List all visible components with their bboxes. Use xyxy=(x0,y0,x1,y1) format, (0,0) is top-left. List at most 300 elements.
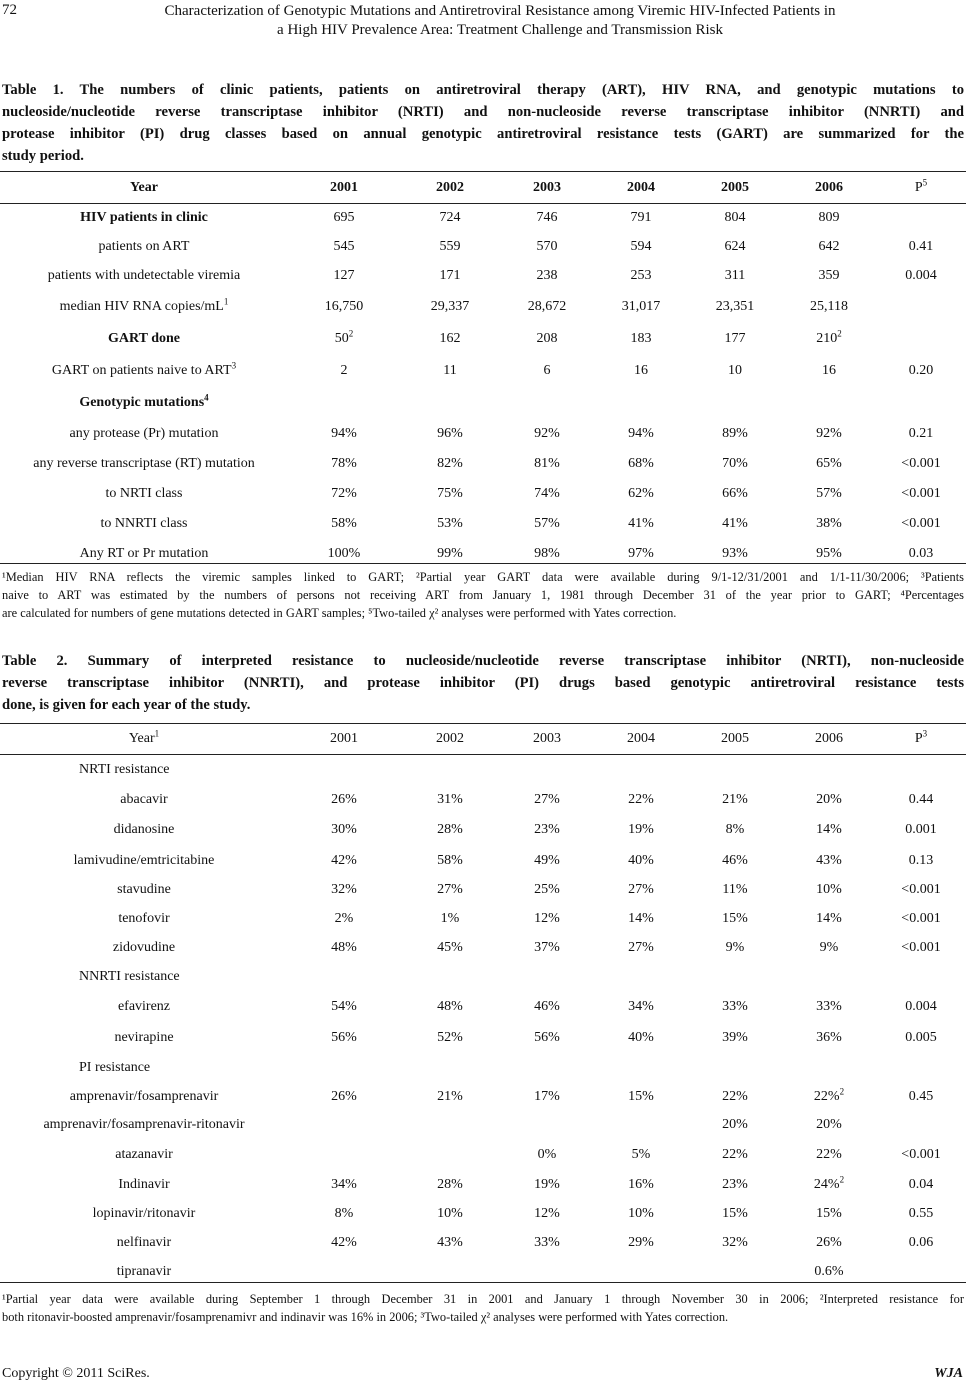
value-cell xyxy=(594,387,688,418)
value-cell xyxy=(688,509,782,539)
value-cell xyxy=(288,1140,400,1170)
value-cell xyxy=(288,992,400,1022)
p-value-cell xyxy=(876,1110,966,1140)
cell-value: 33% xyxy=(534,1235,560,1250)
value-cell xyxy=(400,1140,500,1170)
row-label-cell xyxy=(0,1170,288,1199)
value-cell xyxy=(288,815,400,845)
cell-value: 33% xyxy=(722,999,748,1014)
value-cell xyxy=(782,1022,876,1053)
cell-value: 15% xyxy=(722,1205,748,1221)
cell-value: 34% xyxy=(331,1176,357,1192)
table-row xyxy=(0,1083,966,1110)
cell-value: 31,017 xyxy=(621,298,661,314)
value-cell xyxy=(400,845,500,876)
value-cell xyxy=(500,992,594,1022)
cell-value: 26% xyxy=(331,792,357,807)
table-row xyxy=(0,992,966,1022)
row-label-cell xyxy=(0,992,288,1022)
table-row xyxy=(0,323,966,355)
year-header-2003: 2003 xyxy=(533,179,561,195)
value-cell xyxy=(782,815,876,845)
cell-value: 38% xyxy=(816,516,842,531)
table-row xyxy=(0,203,966,232)
p-value-header-cell xyxy=(876,172,966,203)
row-label: atazanavir xyxy=(115,1147,173,1162)
table-row xyxy=(0,934,966,962)
cell-value: 746 xyxy=(536,209,558,225)
value-cell xyxy=(594,876,688,904)
value-cell xyxy=(288,261,400,290)
cell-value: 162 xyxy=(439,331,461,346)
cell-value: 10% xyxy=(628,1205,654,1221)
table1-footnotes xyxy=(2,568,964,622)
cell-value: 210 xyxy=(816,331,838,346)
value-cell xyxy=(288,934,400,962)
value-cell xyxy=(400,1022,500,1053)
row-label-cell xyxy=(0,323,288,355)
cell-value: 29% xyxy=(628,1235,654,1250)
value-cell xyxy=(400,785,500,815)
caption-line: protease inhibitor (PI) drug classes based on annual genotypic antiretroviral resistance tests (GART) are summarized for the xyxy=(2,126,964,142)
footnote-line: both ritonavir-boosted amprenavir/fosamprenamivr and indinavir was 16% in 2006; ³Two-tailed χ² analyses were performed with Yates correction. xyxy=(2,1310,729,1324)
value-cell xyxy=(688,876,782,904)
value-cell xyxy=(288,418,400,449)
cell-value: 9% xyxy=(725,940,745,955)
value-cell xyxy=(400,1228,500,1258)
value-cell xyxy=(400,815,500,845)
cell-value: 93% xyxy=(722,545,748,561)
row-label: lopinavir/ritonavir xyxy=(92,1205,196,1221)
row-label-cell xyxy=(0,387,288,418)
value-cell xyxy=(400,355,500,387)
p-value-cell: <0.001 xyxy=(901,486,941,501)
row-label-cell xyxy=(0,449,288,479)
value-cell xyxy=(400,1199,500,1228)
page-number: 72 xyxy=(2,2,17,18)
cell-value: 570 xyxy=(536,238,558,254)
table-row xyxy=(0,1199,966,1228)
p-value-cell xyxy=(876,387,966,418)
running-title-line-1: Characterization of Genotypic Mutations and Antiretroviral Resistance among Viremic HIV-Infected Patients in xyxy=(164,3,836,19)
p-value-cell: 0.03 xyxy=(908,545,934,561)
caption-line: done, is given for each year of the study. xyxy=(2,697,251,713)
table-row xyxy=(0,1053,966,1083)
value-cell xyxy=(594,845,688,876)
value-cell xyxy=(782,387,876,418)
table2-caption xyxy=(2,650,964,716)
table-row xyxy=(0,1170,966,1199)
value-cell xyxy=(594,509,688,539)
value-cell xyxy=(688,1083,782,1110)
p-value-cell: 0.41 xyxy=(908,238,934,254)
cell-value: 19% xyxy=(534,1176,560,1192)
value-cell xyxy=(500,449,594,479)
value-cell xyxy=(782,479,876,509)
value-cell xyxy=(500,876,594,904)
table-row xyxy=(0,962,966,992)
value-cell xyxy=(688,904,782,934)
cell-value: 695 xyxy=(333,209,355,225)
cell-value: 8% xyxy=(334,1205,354,1221)
value-cell xyxy=(688,992,782,1022)
value-cell xyxy=(782,1083,876,1110)
p-value-cell: 0.13 xyxy=(908,852,934,868)
table1-bottom-rule xyxy=(0,563,966,564)
p-value-header-cell xyxy=(876,724,966,754)
table-row xyxy=(0,509,966,539)
cell-value: 22% xyxy=(628,792,654,807)
value-cell xyxy=(782,1170,876,1199)
cell-value: 642 xyxy=(818,238,840,254)
value-cell xyxy=(500,1110,594,1140)
row-label-cell xyxy=(0,479,288,509)
value-cell xyxy=(400,1170,500,1199)
cell-value: 41% xyxy=(628,516,654,531)
value-cell xyxy=(288,449,400,479)
table-row xyxy=(0,387,966,418)
cell-value: 11% xyxy=(722,882,748,897)
value-cell xyxy=(400,934,500,962)
cell-value: 41% xyxy=(722,516,748,531)
value-cell xyxy=(594,962,688,992)
cell-value: 95% xyxy=(816,545,842,561)
cell-value: 66% xyxy=(722,486,748,501)
value-cell xyxy=(500,261,594,290)
cell-value: 29,337 xyxy=(430,298,470,314)
cell-value: 94% xyxy=(331,425,357,441)
value-cell xyxy=(688,232,782,261)
row-label: efavirenz xyxy=(117,999,171,1014)
table1-caption xyxy=(2,79,964,167)
cell-value: 25,118 xyxy=(810,298,848,314)
cell-value: 49% xyxy=(534,852,560,868)
footnote-line: ¹Median HIV RNA reflects the viremic samples linked to GART; ²Partial year GART data were available during 9/1-12/31/2001 and 1/1-11/30/2006; ³Patients xyxy=(2,570,964,584)
cell-value: 21% xyxy=(437,1088,463,1104)
cell-value: 39% xyxy=(722,1029,748,1045)
value-cell xyxy=(594,1228,688,1258)
cell-value: 27% xyxy=(437,882,463,897)
value-cell xyxy=(400,904,500,934)
cell-value: 15% xyxy=(722,911,748,926)
value-cell xyxy=(688,203,782,232)
value-cell xyxy=(500,290,594,323)
cell-value: 75% xyxy=(437,486,463,501)
cell-value: 32% xyxy=(331,882,357,897)
cell-value: 22% xyxy=(813,1088,840,1104)
value-cell xyxy=(400,1110,500,1140)
cell-value: 238 xyxy=(536,267,558,283)
cell-value: 48% xyxy=(331,940,357,955)
row-label: tenofovir xyxy=(118,911,170,926)
year-header-2001: 2001 xyxy=(330,731,358,746)
value-cell xyxy=(594,934,688,962)
value-cell xyxy=(594,449,688,479)
row-label-footnote-marker: 4 xyxy=(204,391,209,402)
journal-abbreviation: WJA xyxy=(934,1366,963,1381)
value-cell xyxy=(594,1110,688,1140)
p-value-cell: <0.001 xyxy=(901,882,941,897)
value-cell xyxy=(288,962,400,992)
table-row xyxy=(0,1022,966,1053)
value-cell xyxy=(594,785,688,815)
cell-value: 45% xyxy=(437,940,463,955)
year-header-2004: 2004 xyxy=(627,731,655,746)
running-title-line-2: a High HIV Prevalence Area: Treatment Challenge and Transmission Risk xyxy=(277,22,723,38)
header-row xyxy=(0,724,966,754)
row-label-cell xyxy=(0,1083,288,1110)
row-label: tipranavir xyxy=(116,1264,172,1279)
value-cell xyxy=(782,323,876,355)
value-cell xyxy=(688,785,782,815)
cell-value: 559 xyxy=(439,238,461,254)
cell-value: 6 xyxy=(543,363,551,378)
p-value-cell: <0.001 xyxy=(901,911,941,926)
value-cell xyxy=(400,1083,500,1110)
cell-value: 25% xyxy=(534,882,560,897)
row-label: Indinavir xyxy=(118,1176,170,1192)
cell-value: 23% xyxy=(722,1176,748,1192)
cell-value: 9% xyxy=(819,940,839,955)
value-cell xyxy=(400,1053,500,1083)
cell-value: 65% xyxy=(816,456,842,471)
value-cell xyxy=(594,261,688,290)
cell-value: 98% xyxy=(534,545,560,561)
cell-value: 57% xyxy=(534,516,560,531)
row-label-cell xyxy=(0,904,288,934)
cell-value: 26% xyxy=(331,1088,357,1104)
value-cell xyxy=(500,1199,594,1228)
cell-value: 24% xyxy=(813,1176,840,1192)
value-cell xyxy=(688,261,782,290)
value-cell xyxy=(688,1110,782,1140)
value-cell xyxy=(782,962,876,992)
cell-value: 92% xyxy=(816,425,842,441)
value-cell xyxy=(288,785,400,815)
p-value-footnote-marker: 5 xyxy=(922,176,928,187)
cell-value: 52% xyxy=(437,1029,463,1045)
value-cell xyxy=(782,992,876,1022)
cell-value: 50 xyxy=(334,331,349,346)
value-cell xyxy=(288,1199,400,1228)
footnote-line: ¹Partial year data were available during September 1 through December 31 in 2001 and January 1 through November 30 in 2006; ²Interpreted resistance for xyxy=(2,1292,964,1306)
value-cell xyxy=(782,876,876,904)
value-cell xyxy=(782,290,876,323)
cell-value: 594 xyxy=(630,238,652,254)
value-cell xyxy=(594,1083,688,1110)
caption-line: nucleoside/nucleotide reverse transcriptase inhibitor (NRTI) and non-nucleoside reverse transcriptase inhibitor (NNRTI) and xyxy=(2,104,964,120)
row-label-cell xyxy=(0,509,288,539)
value-cell xyxy=(288,479,400,509)
value-cell xyxy=(400,232,500,261)
caption-line: study period. xyxy=(2,148,84,164)
value-cell xyxy=(688,323,782,355)
value-cell xyxy=(288,876,400,904)
row-label-cell xyxy=(0,261,288,290)
cell-value: 15% xyxy=(816,1205,842,1221)
value-cell xyxy=(688,479,782,509)
year-header-2006: 2006 xyxy=(815,179,843,195)
header-label: Year xyxy=(130,179,158,195)
p-value-cell: 0.44 xyxy=(908,792,934,807)
row-label: didanosine xyxy=(113,822,175,837)
cell-value: 57% xyxy=(816,486,842,501)
p-value-cell: <0.001 xyxy=(901,456,941,471)
cell-value: 15% xyxy=(628,1088,654,1104)
value-cell xyxy=(500,904,594,934)
table-row xyxy=(0,355,966,387)
value-cell xyxy=(500,785,594,815)
cell-value: 359 xyxy=(818,267,840,283)
value-cell xyxy=(594,203,688,232)
row-label-cell xyxy=(0,1228,288,1258)
value-cell xyxy=(400,387,500,418)
cell-footnote-marker: 2 xyxy=(839,1173,845,1184)
value-cell xyxy=(782,1228,876,1258)
value-cell xyxy=(500,355,594,387)
row-label-cell xyxy=(0,418,288,449)
cell-value: 26% xyxy=(816,1235,842,1250)
cell-value: 56% xyxy=(331,1029,357,1045)
value-cell xyxy=(782,418,876,449)
value-cell xyxy=(400,261,500,290)
year-header-2001: 2001 xyxy=(330,179,358,195)
cell-value: 23,351 xyxy=(715,298,755,314)
value-cell xyxy=(400,449,500,479)
table-row xyxy=(0,754,966,785)
value-cell xyxy=(500,1083,594,1110)
value-cell xyxy=(688,1228,782,1258)
p-value-cell xyxy=(876,203,966,232)
table-row xyxy=(0,261,966,290)
cell-value: 624 xyxy=(724,238,746,254)
row-label: any protease (Pr) mutation xyxy=(69,425,219,441)
cell-value: 37% xyxy=(534,940,560,955)
table2-header-rule xyxy=(0,754,966,755)
value-cell xyxy=(688,815,782,845)
row-label-cell xyxy=(0,1022,288,1053)
cell-value: 74% xyxy=(534,486,560,501)
header-label-cell xyxy=(0,724,288,754)
row-label-cell xyxy=(0,1053,288,1083)
row-label: Genotypic mutations xyxy=(79,394,205,410)
cell-value: 16 xyxy=(634,363,648,378)
value-cell xyxy=(500,1022,594,1053)
cell-value: 72% xyxy=(331,486,357,501)
p-value-header: P xyxy=(914,179,923,195)
cell-value: 0% xyxy=(537,1147,557,1162)
value-cell xyxy=(288,1022,400,1053)
cell-footnote-marker: 2 xyxy=(839,1085,845,1096)
cell-value: 208 xyxy=(536,331,558,346)
row-label: HIV patients in clinic xyxy=(80,209,208,225)
p-value-cell: 0.20 xyxy=(908,363,934,378)
year-header-2002: 2002 xyxy=(436,731,464,746)
row-label: median HIV RNA copies/mL xyxy=(59,298,224,314)
value-cell xyxy=(782,203,876,232)
value-cell xyxy=(594,815,688,845)
value-cell xyxy=(400,323,500,355)
row-label: GART on patients naive to ART xyxy=(51,363,232,378)
cell-value: 28% xyxy=(437,1176,463,1192)
cell-value: 20% xyxy=(816,792,842,807)
cell-value: 30% xyxy=(331,822,357,837)
cell-value: 809 xyxy=(818,209,840,225)
cell-value: 96% xyxy=(437,425,463,441)
value-cell xyxy=(688,387,782,418)
value-cell xyxy=(288,509,400,539)
p-value-cell: <0.001 xyxy=(901,940,941,955)
table-row xyxy=(0,785,966,815)
p-value-cell xyxy=(876,754,966,785)
cell-value: 28% xyxy=(437,822,463,837)
value-cell xyxy=(594,904,688,934)
table-row xyxy=(0,1228,966,1258)
value-cell xyxy=(594,992,688,1022)
year-header-2003: 2003 xyxy=(533,731,561,746)
header-label-footnote-marker: 1 xyxy=(154,728,160,739)
cell-value: 22% xyxy=(722,1088,748,1104)
cell-value: 17% xyxy=(534,1088,560,1104)
table1 xyxy=(0,172,966,568)
table1-header-rule xyxy=(0,203,966,204)
value-cell xyxy=(400,479,500,509)
cell-value: 40% xyxy=(628,1029,654,1045)
value-cell xyxy=(400,962,500,992)
table-row xyxy=(0,845,966,876)
value-cell xyxy=(688,290,782,323)
value-cell xyxy=(288,387,400,418)
cell-value: 48% xyxy=(437,999,463,1014)
cell-value: 100% xyxy=(327,545,361,561)
cell-value: 53% xyxy=(437,516,463,531)
value-cell xyxy=(500,418,594,449)
cell-value: 11 xyxy=(443,363,457,378)
value-cell xyxy=(288,290,400,323)
value-cell xyxy=(594,1022,688,1053)
cell-value: 14% xyxy=(628,911,654,926)
value-cell xyxy=(288,904,400,934)
value-cell xyxy=(688,1170,782,1199)
value-cell xyxy=(288,1053,400,1083)
cell-value: 23% xyxy=(534,822,560,837)
cell-value: 20% xyxy=(816,1117,842,1132)
value-cell xyxy=(500,1170,594,1199)
value-cell xyxy=(594,355,688,387)
row-label: NRTI resistance xyxy=(79,761,170,777)
row-label-cell xyxy=(0,815,288,845)
p-value-cell xyxy=(876,1053,966,1083)
running-title xyxy=(60,2,940,40)
cell-value: 127 xyxy=(333,267,355,283)
cell-value: 177 xyxy=(724,331,746,346)
caption-line: Table 1. The numbers of clinic patients, patients on antiretroviral therapy (ART), HIV RNA, and genotypic mutations to xyxy=(2,82,964,98)
value-cell xyxy=(500,815,594,845)
cell-value: 70% xyxy=(722,456,748,471)
cell-value: 34% xyxy=(628,999,654,1014)
row-label: abacavir xyxy=(120,792,168,807)
value-cell xyxy=(500,479,594,509)
value-cell xyxy=(500,203,594,232)
cell-value: 99% xyxy=(437,545,463,561)
cell-value: 183 xyxy=(630,331,652,346)
cell-value: 724 xyxy=(439,209,461,225)
cell-value: 2% xyxy=(334,911,354,926)
running-header xyxy=(0,0,966,44)
value-cell xyxy=(400,992,500,1022)
value-cell xyxy=(594,479,688,509)
value-cell xyxy=(688,754,782,785)
